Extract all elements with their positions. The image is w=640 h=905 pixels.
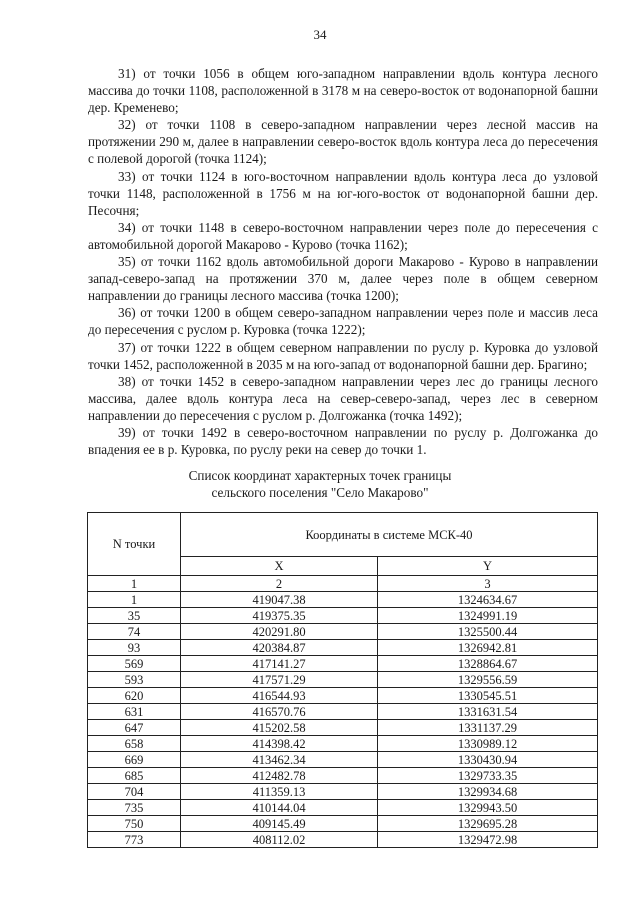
page-number: 34 [313, 27, 327, 42]
paragraph-39: 39) от точки 1492 в северо-восточном направлении по руслу р. Долгожанка до впадения ее в р. Куровка, по руслу реки на север до точки 1. [88, 424, 598, 458]
header-coordinate-system: Координаты в системе МСК-40 [181, 513, 598, 557]
y-coordinate-cell: 1329943.50 [378, 800, 598, 816]
point-number-cell: 750 [88, 816, 181, 832]
point-number-cell: 569 [88, 656, 181, 672]
table-row [88, 832, 598, 848]
y-coordinate-cell: 1329695.28 [378, 816, 598, 832]
y-coordinate-cell: 1330989.12 [378, 736, 598, 752]
x-coordinate-cell: 419047.38 [181, 592, 378, 608]
x-coordinate-cell: 417141.27 [181, 656, 378, 672]
x-coordinate-cell: 414398.42 [181, 736, 378, 752]
column-number-1: 1 [88, 576, 181, 592]
y-coordinate-cell: 1325500.44 [378, 624, 598, 640]
table-caption-line2: сельского поселения "Село Макарово" [211, 485, 429, 500]
point-number-cell: 685 [88, 768, 181, 784]
table-caption-line1: Список координат характерных точек границы [188, 468, 452, 483]
table-row [88, 672, 598, 688]
point-number-cell: 773 [88, 832, 181, 848]
x-coordinate-cell: 416570.76 [181, 704, 378, 720]
y-coordinate-cell: 1328864.67 [378, 656, 598, 672]
x-coordinate-cell: 409145.49 [181, 816, 378, 832]
paragraph-34: 34) от точки 1148 в северо-восточном направлении через поле до пересечения с автомобильной дорогой Макарово - Курово (точка 1162); [88, 219, 598, 252]
point-number-cell: 74 [88, 624, 181, 640]
y-coordinate-cell: 1329556.59 [378, 672, 598, 688]
y-coordinate-cell: 1324634.67 [378, 592, 598, 608]
column-number-3: 3 [378, 576, 598, 592]
table-row [88, 624, 598, 640]
x-coordinate-cell: 412482.78 [181, 768, 378, 784]
x-coordinate-cell: 415202.58 [181, 720, 378, 736]
paragraph-38: 38) от точки 1452 в северо-западном направлении через лес до границы лесного массива, далее вдоль контура леса на север-северо-запад, через лес в северном направлении до пересечения с руслом р. Долгожанка (точка 1492); [88, 373, 598, 423]
point-number-cell: 735 [88, 800, 181, 816]
table-row [88, 640, 598, 656]
table-row [88, 752, 598, 768]
table-row [88, 736, 598, 752]
table-row [88, 800, 598, 816]
x-coordinate-cell: 410144.04 [181, 800, 378, 816]
point-number-cell: 647 [88, 720, 181, 736]
table-row [88, 688, 598, 704]
point-number-cell: 669 [88, 752, 181, 768]
y-coordinate-cell: 1329472.98 [378, 832, 598, 848]
table-row [88, 720, 598, 736]
header-point-number: N точки [88, 513, 181, 576]
y-coordinate-cell: 1329934.68 [378, 784, 598, 800]
table-row [88, 608, 598, 624]
point-number-cell: 593 [88, 672, 181, 688]
x-coordinate-cell: 420291.80 [181, 624, 378, 640]
y-coordinate-cell: 1330430.94 [378, 752, 598, 768]
boundary-description [88, 65, 598, 458]
column-number-2: 2 [181, 576, 378, 592]
table-row [88, 704, 598, 720]
x-coordinate-cell: 408112.02 [181, 832, 378, 848]
x-coordinate-cell: 419375.35 [181, 608, 378, 624]
paragraph-36: 36) от точки 1200 в общем северо-западном направлении через поле и массив леса до пересечения с руслом р. Куровка (точка 1222); [88, 305, 598, 338]
y-coordinate-cell: 1326942.81 [378, 640, 598, 656]
y-coordinate-cell: 1331137.29 [378, 720, 598, 736]
point-number-cell: 93 [88, 640, 181, 656]
point-number-cell: 704 [88, 784, 181, 800]
y-coordinate-cell: 1331631.54 [378, 704, 598, 720]
paragraph-32: 32) от точки 1108 в северо-западном направлении через лесной массив на протяжении 290 м, далее в направлении северо-восток вдоль контура леса до пересечения с полевой дорогой (точка 1124); [88, 117, 598, 167]
table-row [88, 768, 598, 784]
paragraph-31: 31) от точки 1056 в общем юго-западном направлении вдоль контура лесного массива до точки 1108, расположенной в 3178 м на северо-восток от водонапорной башни дер. Кременево; [88, 66, 598, 116]
header-x: X [181, 557, 378, 576]
point-number-cell: 35 [88, 608, 181, 624]
x-coordinate-cell: 413462.34 [181, 752, 378, 768]
point-number-cell: 1 [88, 592, 181, 608]
point-number-cell: 620 [88, 688, 181, 704]
paragraph-37: 37) от точки 1222 в общем северном направлении по руслу р. Куровка до узловой точки 1452, расположенной в 2035 м на юго-запад от водонапорной башни дер. Брагино; [88, 339, 598, 372]
header-y: Y [378, 557, 598, 576]
paragraph-35: 35) от точки 1162 вдоль автомобильной дороги Макарово - Курово в направлении запад-северо-запад на протяжении 370 м, далее через поле в общем северном направлении до границы лесного массива (точка 1200); [88, 254, 598, 304]
x-coordinate-cell: 411359.13 [181, 784, 378, 800]
paragraph-33: 33) от точки 1124 в юго-восточном направлении вдоль контура леса до узловой точки 1148, расположенной в 1756 м на юг-юго-восток от водонапорной башни дер. Песочня; [88, 168, 598, 218]
coordinates-table-body [88, 592, 598, 848]
table-caption [0, 467, 640, 501]
table-row [88, 784, 598, 800]
coordinates-table [87, 512, 598, 848]
table-row [88, 816, 598, 832]
x-coordinate-cell: 416544.93 [181, 688, 378, 704]
x-coordinate-cell: 417571.29 [181, 672, 378, 688]
x-coordinate-cell: 420384.87 [181, 640, 378, 656]
y-coordinate-cell: 1324991.19 [378, 608, 598, 624]
table-row [88, 656, 598, 672]
y-coordinate-cell: 1330545.51 [378, 688, 598, 704]
y-coordinate-cell: 1329733.35 [378, 768, 598, 784]
point-number-cell: 631 [88, 704, 181, 720]
table-row [88, 592, 598, 608]
point-number-cell: 658 [88, 736, 181, 752]
